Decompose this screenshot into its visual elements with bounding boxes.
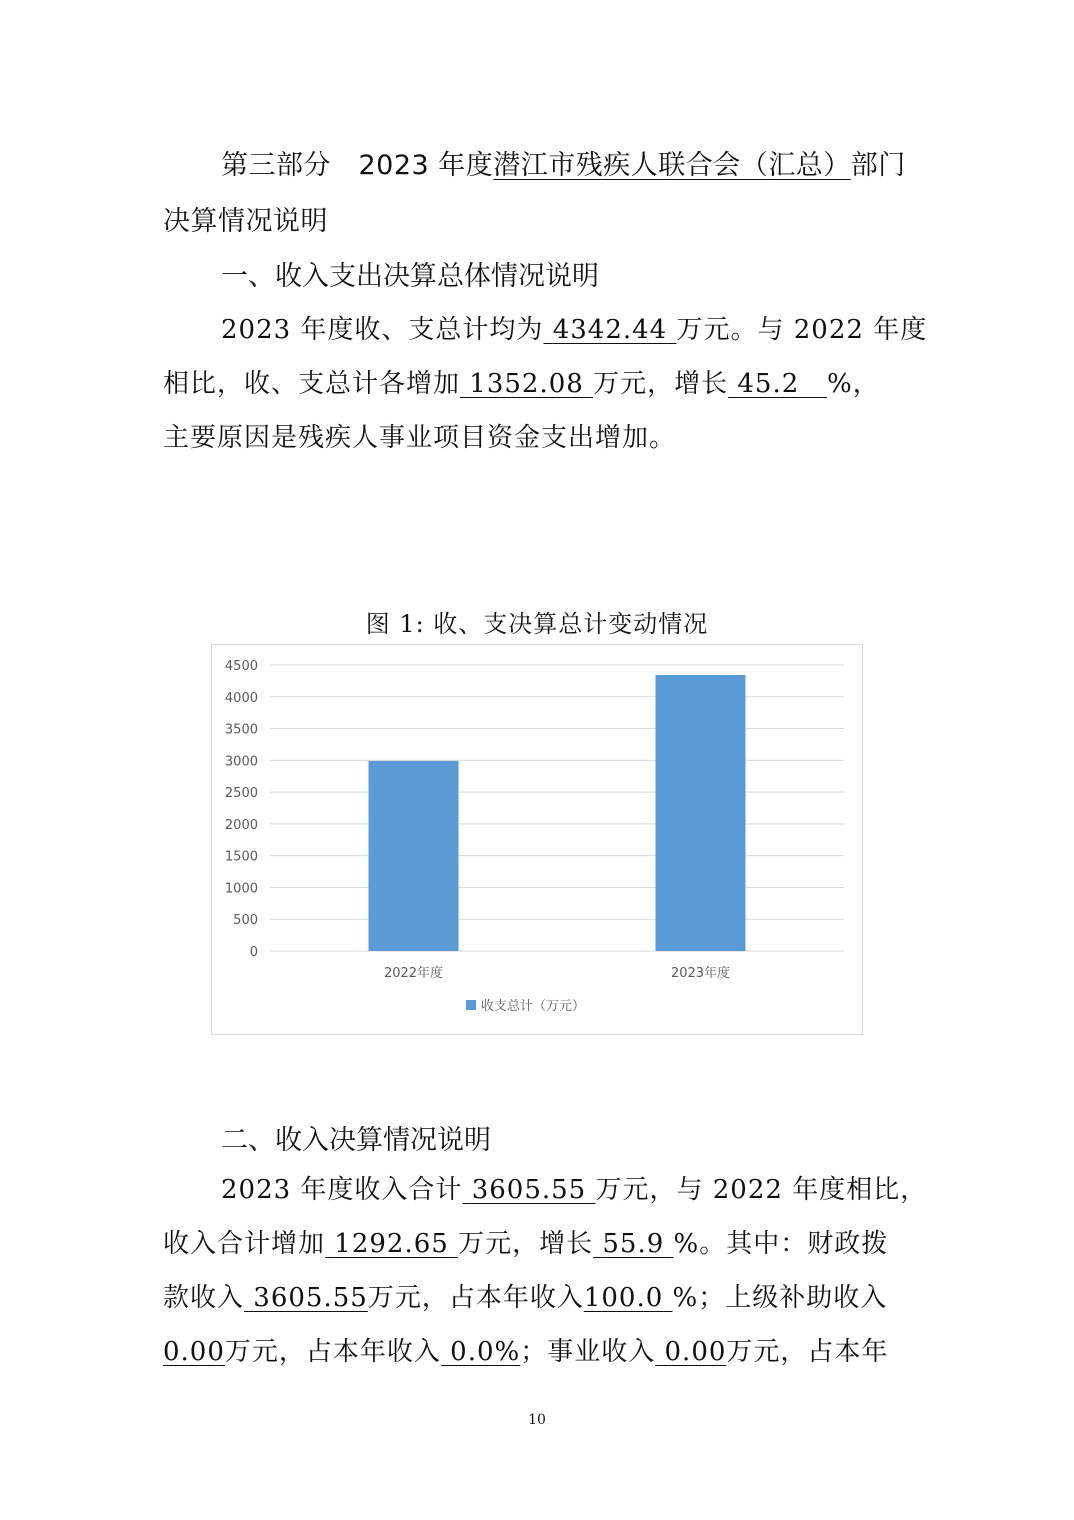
section2-heading: 二、收入决算情况说明 xyxy=(221,1125,491,1156)
y-tick-label: 3500 xyxy=(224,722,258,738)
section2-paragraph: 2023 年度收入合计 3605.55 万元，与 2022 年度相比， 收入合计增加 1292.65 万元，增长 55.9 %。其中：财政拨 款收入 3605.55万元，占本年收入100.0 %；上级补助收入 0.00万元，占本年收入 0.0%；事业收入 0.00万元，占本年 xyxy=(163,1175,928,1367)
fiscal-share-percent: 100.0 xyxy=(583,1283,664,1313)
section1-heading: 一、收入支出决算总体情况说明 xyxy=(221,261,599,292)
bar-chart-svg xyxy=(212,645,862,1034)
title-tail: 部门 xyxy=(850,150,906,181)
y-tick-label: 500 xyxy=(233,913,258,929)
legend-swatch xyxy=(466,1000,476,1010)
fiscal-appropriation-value: 3605.55 xyxy=(253,1283,368,1313)
x-tick-label: 2022年度 xyxy=(383,966,444,981)
y-tick-label: 2000 xyxy=(224,817,258,833)
income-growth-percent: 55.9 xyxy=(602,1229,665,1259)
x-tick-label: 2023年度 xyxy=(670,966,731,981)
section1-paragraph: 2023 年度收、支总计均为 4342.44 万元。与 2022 年度 相比，收、支总计各增加 1352.08 万元，增长 45.2 %， 主要原因是残疾人事业项目资金支出增加。 xyxy=(163,315,928,453)
y-tick-label: 4500 xyxy=(224,659,258,674)
y-tick-label: 1500 xyxy=(224,849,258,865)
income-total-value: 3605.55 xyxy=(471,1175,587,1205)
chart-caption: 图 1: 收、支决算总计变动情况 xyxy=(365,610,709,638)
total-2023-value: 4342.44 xyxy=(552,315,668,345)
bar-chart xyxy=(211,644,863,1035)
y-tick-label: 1000 xyxy=(224,881,258,897)
growth-percent: 45.2 xyxy=(737,369,800,399)
income-increase-value: 1292.65 xyxy=(334,1229,449,1259)
superior-subsidy-value: 0.00 xyxy=(163,1337,225,1367)
increase-value: 1352.08 xyxy=(469,369,584,399)
legend-label: 收支总计（万元） xyxy=(481,999,586,1014)
bar xyxy=(369,761,459,951)
document-title xyxy=(163,138,923,250)
page-number: 10 xyxy=(528,1412,546,1428)
superior-subsidy-percent: 0.0% xyxy=(450,1337,521,1367)
y-tick-label: 2500 xyxy=(224,786,258,802)
title-organization: 潜江市残疾人联合会（汇总） xyxy=(493,150,851,181)
title-line2: 决算情况说明 xyxy=(163,206,328,237)
y-tick-label: 3000 xyxy=(224,754,258,770)
title-lead: 第三部分 2023 年度 xyxy=(221,150,494,181)
y-tick-label: 0 xyxy=(249,945,258,960)
bar xyxy=(656,675,746,951)
y-tick-label: 4000 xyxy=(224,690,258,706)
business-income-value: 0.00 xyxy=(664,1337,727,1367)
